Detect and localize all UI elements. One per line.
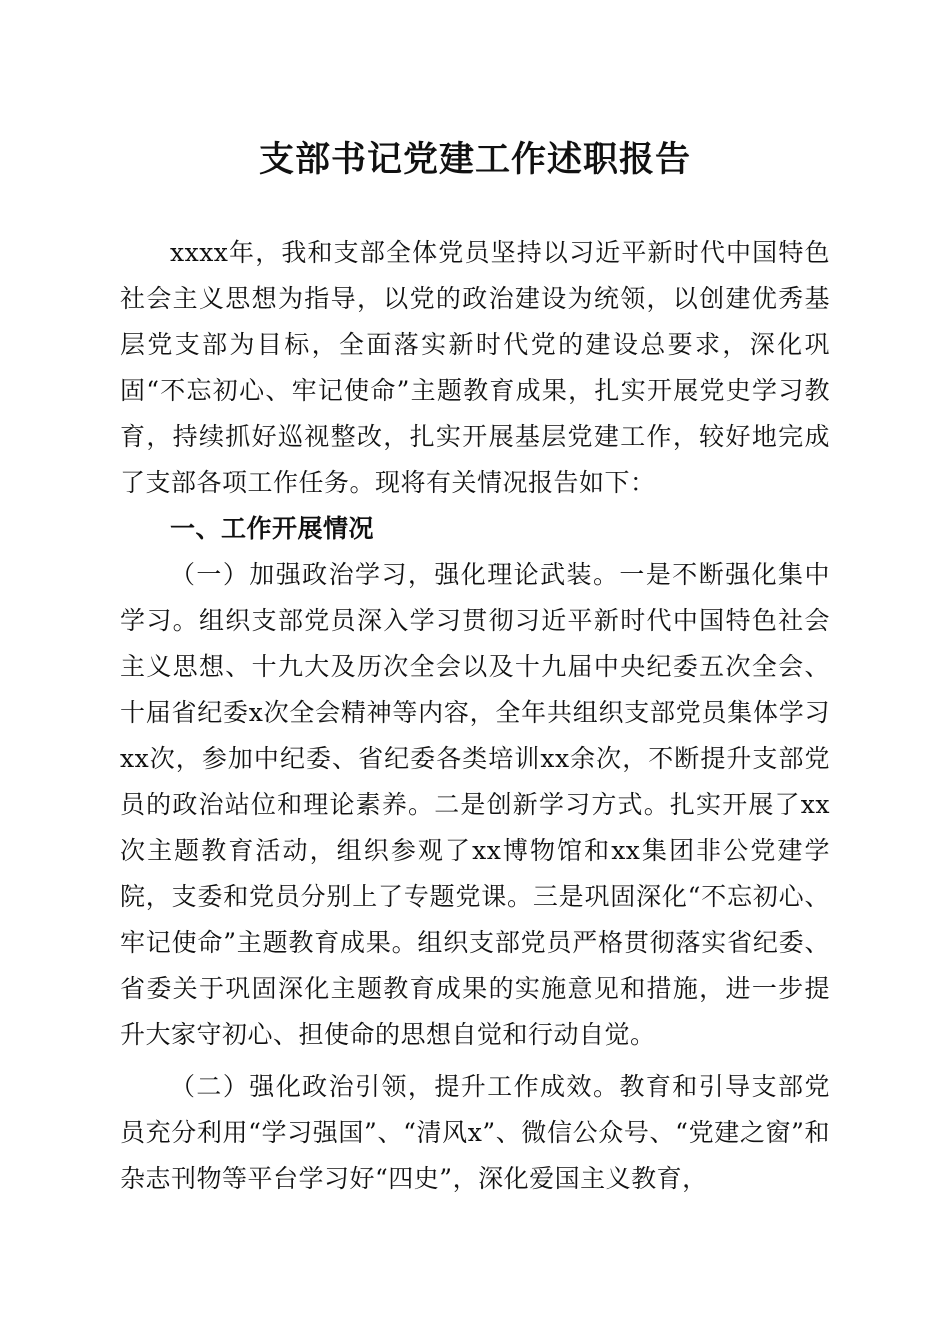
- section-heading: 一、工作开展情况: [170, 514, 375, 543]
- intro-paragraph: xxxx年，我和支部全体党员坚持以习近平新时代中国特色社会主义思想为指导，以党的政治建设为统领，以创建优秀基层党支部为目标，全面落实新时代党的建设总要求，深化巩固“不忘初心、牢记使命”主题教育成果，扎实开展党史学习教育，持续抓好巡视整改，扎实开展基层党建工作，较好地完成了支部各项工作任务。现将有关情况报告如下：: [120, 238, 830, 497]
- document-body: [120, 230, 830, 1202]
- document-title: 支部书记党建工作述职报告: [258, 139, 691, 180]
- subsection-1-body: 一是不断强化集中学习。组织支部党员深入学习贯彻习近平新时代中国特色社会主义思想、十九大及历次全会以及十九届中央纪委五次全会、十届省纪委x次全会精神等内容，全年共组织支部党员集体学习xx次，参加中纪委、省纪委各类培训xx余次，不断提升支部党员的政治站位和理论素养。二是创新学习方式。扎实开展了xx次主题教育活动，组织参观了xx博物馆和xx集团非公党建学院，支委和党员分别上了专题党课。三是巩固深化“不忘初心、牢记使命”主题教育成果。组织支部党员严格贯彻落实省纪委、省委关于巩固深化主题教育成果的实施意见和措施，进一步提升大家守初心、担使命的思想自觉和行动自觉。: [120, 560, 830, 1049]
- subsection-1-lead: （一）加强政治学习，强化理论武装。: [170, 560, 620, 589]
- subsection-2-paragraph: [120, 1064, 830, 1202]
- subsection-2-lead: （二）强化政治引领，提升工作成效。: [170, 1072, 620, 1101]
- subsection-2-body: 教育和引导支部党员充分利用“学习强国”、“清风x”、微信公众号、“党建之窗”和杂志刊物等平台学习好“四史”，深化爱国主义教育，: [120, 1072, 830, 1193]
- subsection-1-paragraph: [120, 552, 830, 1058]
